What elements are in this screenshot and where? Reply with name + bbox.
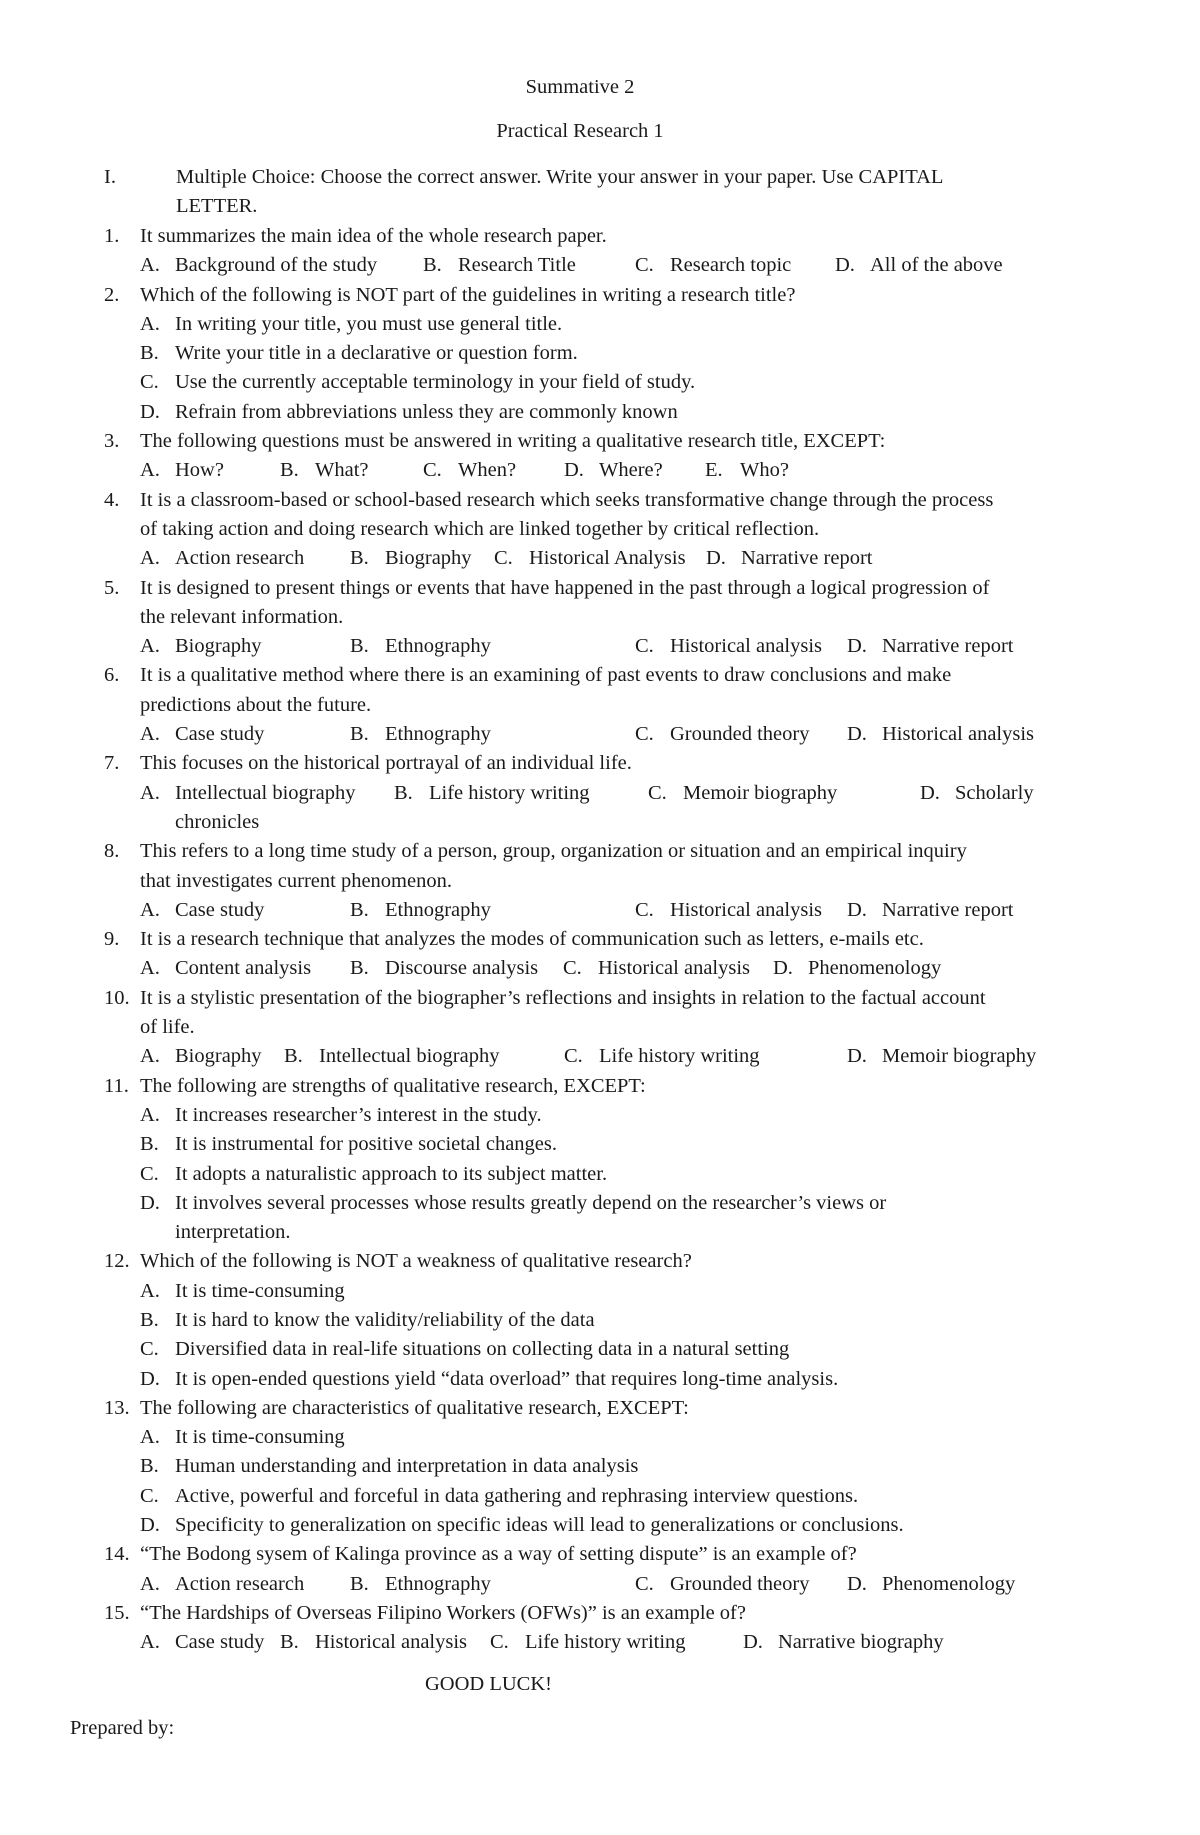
option-text: Background of the study — [175, 254, 378, 277]
option-letter: A. — [140, 723, 160, 746]
option-text: Case study — [175, 723, 265, 746]
answer-option — [140, 368, 1134, 397]
option-text: Case study — [175, 898, 265, 921]
answer-option — [847, 1042, 1067, 1071]
options-row — [140, 544, 1134, 573]
option-letter: B. — [140, 342, 159, 365]
option-text: Grounded theory — [670, 723, 810, 746]
question-list — [104, 222, 1134, 1658]
options-row — [140, 779, 1134, 808]
option-text: Historical analysis — [882, 723, 1035, 746]
option-letter: B. — [394, 781, 413, 804]
option-letter: D. — [847, 898, 867, 921]
option-text: When? — [458, 459, 517, 482]
answer-option — [635, 720, 847, 749]
answer-option — [140, 339, 1134, 368]
option-letter: D. — [743, 1631, 763, 1654]
option-letter: D. — [847, 723, 867, 746]
answer-option — [140, 1423, 1134, 1452]
option-letter: A. — [140, 781, 160, 804]
question-text: Which of the following is NOT part of the guidelines in writing a research title? — [140, 283, 796, 306]
option-letter: C. — [140, 1338, 159, 1361]
question-text: of life. — [140, 1016, 195, 1039]
option-text: Active, powerful and forceful in data gathering and rephrasing interview questions. — [175, 1484, 859, 1507]
instructions-line: Multiple Choice: Choose the correct answer. Write your answer in your paper. Use CAPITAL — [176, 166, 944, 188]
answer-option — [140, 544, 350, 573]
options-row — [140, 896, 1134, 925]
options-row — [140, 1042, 1134, 1071]
question-item — [104, 1072, 1134, 1248]
good-luck-text: GOOD LUCK! — [425, 1673, 552, 1695]
answer-option — [140, 632, 350, 661]
option-letter: C. — [648, 781, 667, 804]
option-letter: B. — [350, 898, 369, 921]
option-letter: A. — [140, 1279, 160, 1302]
option-text: All of the above — [870, 254, 1003, 277]
option-letter: D. — [564, 459, 584, 482]
answer-option — [705, 456, 825, 485]
answer-option — [140, 1511, 1134, 1540]
question-item — [104, 749, 1134, 837]
option-letter: D. — [920, 781, 940, 804]
question-body — [140, 1072, 1134, 1248]
answer-option — [423, 456, 564, 485]
question-text: The following are strengths of qualitative research, EXCEPT: — [140, 1074, 646, 1097]
option-text: Historical analysis — [598, 957, 751, 980]
question-number: 10. — [104, 986, 130, 1009]
option-letter: B. — [140, 1455, 159, 1478]
option-letter: D. — [847, 1045, 867, 1068]
option-letter: C. — [423, 459, 442, 482]
question-body — [140, 837, 1134, 925]
answer-option — [280, 1628, 490, 1657]
answer-option — [394, 779, 648, 808]
question-body — [140, 281, 1134, 427]
option-text: It is time-consuming — [175, 1426, 345, 1449]
option-letter: C. — [635, 635, 654, 658]
page-title: Summative 2 — [525, 76, 635, 98]
prepared-by-label: Prepared by: — [70, 1717, 175, 1739]
option-text: Historical analysis — [315, 1631, 468, 1654]
question-body — [140, 222, 1134, 281]
option-text: In writing your title, you must use general title. — [175, 312, 563, 335]
option-letter: A. — [140, 547, 160, 570]
question-body — [140, 1394, 1134, 1540]
answer-option — [648, 779, 920, 808]
answer-option — [350, 954, 563, 983]
answer-option — [140, 398, 1134, 427]
option-letter: A. — [140, 1045, 160, 1068]
option-letter: C. — [635, 898, 654, 921]
option-text: Life history writing — [429, 781, 590, 804]
option-letter: C. — [494, 547, 513, 570]
option-letter: C. — [635, 254, 654, 277]
option-text: Biography — [175, 1045, 262, 1068]
answer-option — [140, 1365, 1134, 1394]
answer-option — [140, 1042, 284, 1071]
options-row — [140, 954, 1134, 983]
answer-option — [635, 896, 847, 925]
question-item — [104, 1394, 1134, 1540]
question-text: of taking action and doing research which are linked together by critical reflection. — [140, 517, 820, 540]
question-body — [140, 749, 1134, 837]
question-body — [140, 984, 1134, 1072]
question-number: 14. — [104, 1543, 130, 1566]
option-letter: D. — [140, 1514, 160, 1537]
options-row — [140, 251, 1134, 280]
option-text: It is hard to know the validity/reliability of the data — [175, 1308, 595, 1331]
section-number: I. — [104, 166, 116, 188]
question-number: 4. — [104, 488, 120, 511]
answer-option — [140, 954, 350, 983]
option-text: Research topic — [670, 254, 792, 277]
option-letter: C. — [490, 1631, 509, 1654]
answer-option — [284, 1042, 564, 1071]
question-item — [104, 281, 1134, 427]
options-row — [140, 1628, 1134, 1657]
option-text: Action research — [175, 547, 305, 570]
answer-option — [350, 896, 635, 925]
options-row — [140, 1570, 1134, 1599]
option-letter: B. — [280, 1631, 299, 1654]
option-text: Narrative report — [882, 635, 1014, 658]
answer-option — [743, 1628, 963, 1657]
answer-option — [140, 1306, 1134, 1335]
question-text: It is a stylistic presentation of the biographer’s reflections and insights in relation to the factual account — [140, 986, 986, 1009]
question-body — [140, 661, 1134, 749]
option-letter: A. — [140, 898, 160, 921]
answer-option — [140, 1570, 350, 1599]
option-text: Life history writing — [599, 1045, 760, 1068]
options-row — [140, 720, 1134, 749]
option-letter: D. — [847, 1572, 867, 1595]
option-letter: B. — [350, 957, 369, 980]
question-number: 3. — [104, 430, 120, 453]
question-text: It is a classroom-based or school-based research which seeks transformative change through the process — [140, 488, 994, 511]
question-text: the relevant information. — [140, 605, 344, 628]
option-text: Phenomenology — [882, 1572, 1016, 1595]
option-text: It involves several processes whose results greatly depend on the researcher’s views or interpretation. — [175, 1191, 887, 1244]
answer-option — [350, 544, 494, 573]
answer-option — [350, 1570, 635, 1599]
question-number: 9. — [104, 928, 120, 951]
answer-option — [140, 1628, 280, 1657]
option-letter: D. — [140, 1191, 160, 1214]
option-text: Intellectual biography — [175, 781, 356, 804]
option-text: Life history writing — [525, 1631, 686, 1654]
question-item — [104, 925, 1134, 984]
option-text: Ethnography — [385, 723, 491, 746]
option-text: What? — [315, 459, 369, 482]
answer-option — [920, 779, 1070, 808]
answer-option — [706, 544, 926, 573]
answer-option — [350, 632, 635, 661]
option-letter: E. — [705, 459, 723, 482]
option-continuation: chronicles — [175, 810, 260, 833]
question-text: It is a research technique that analyzes the modes of communication such as letters, e-mails etc. — [140, 928, 924, 951]
option-text: Case study — [175, 1631, 265, 1654]
option-text: Historical analysis — [670, 898, 823, 921]
question-item — [104, 486, 1134, 574]
option-letter: A. — [140, 1426, 160, 1449]
answer-option — [140, 1160, 1134, 1189]
subject-title: Practical Research 1 — [496, 120, 664, 142]
question-text: This focuses on the historical portrayal of an individual life. — [140, 752, 632, 775]
answer-option — [773, 954, 973, 983]
question-item — [104, 1599, 1134, 1658]
option-letter: D. — [706, 547, 726, 570]
option-letter: A. — [140, 1631, 160, 1654]
option-text: Narrative report — [882, 898, 1014, 921]
question-number: 6. — [104, 664, 120, 687]
question-text: It summarizes the main idea of the whole research paper. — [140, 225, 607, 247]
option-text: How? — [175, 459, 224, 482]
answer-option — [635, 632, 847, 661]
answer-option — [140, 1277, 1134, 1306]
answer-option — [350, 720, 635, 749]
answer-option — [635, 251, 835, 280]
option-text: It is instrumental for positive societal changes. — [175, 1133, 558, 1156]
option-letter: D. — [835, 254, 855, 277]
option-text: Scholarly — [955, 781, 1034, 804]
question-body — [140, 925, 1134, 984]
option-letter: A. — [140, 957, 160, 980]
answer-option — [847, 896, 1067, 925]
option-letter: C. — [140, 371, 159, 394]
answer-option — [563, 954, 773, 983]
answer-option — [280, 456, 423, 485]
option-letter: B. — [350, 723, 369, 746]
option-text: It is open-ended questions yield “data overload” that requires long-time analysis. — [175, 1367, 839, 1390]
option-letter: C. — [563, 957, 582, 980]
option-text: Who? — [740, 459, 789, 482]
option-text: Ethnography — [385, 635, 491, 658]
question-text: The following are characteristics of qualitative research, EXCEPT: — [140, 1396, 689, 1419]
answer-option — [140, 1335, 1134, 1364]
question-body — [140, 486, 1134, 574]
option-letter: D. — [773, 957, 793, 980]
instructions-line: LETTER. — [176, 195, 258, 218]
option-text: Biography — [175, 635, 262, 658]
question-text: This refers to a long time study of a person, group, organization or situation and an empirical inquiry — [140, 840, 967, 863]
question-text: “The Hardships of Overseas Filipino Workers (OFWs)” is an example of? — [140, 1601, 746, 1624]
question-item — [104, 837, 1134, 925]
option-letter: A. — [140, 1103, 160, 1126]
question-text: Which of the following is NOT a weakness of qualitative research? — [140, 1250, 692, 1273]
question-number: 2. — [104, 283, 120, 306]
answer-option — [564, 1042, 847, 1071]
answer-option — [140, 251, 423, 280]
option-text: Refrain from abbreviations unless they are commonly known — [175, 400, 678, 423]
question-text: “The Bodong sysem of Kalinga province as a way of setting dispute” is an example of? — [140, 1543, 857, 1566]
question-number: 5. — [104, 576, 120, 599]
option-letter: A. — [140, 635, 160, 658]
option-text: Content analysis — [175, 957, 312, 980]
option-letter: B. — [280, 459, 299, 482]
question-body — [140, 1540, 1134, 1599]
question-item — [104, 1247, 1134, 1393]
question-number: 13. — [104, 1396, 130, 1419]
option-text: Grounded theory — [670, 1572, 810, 1595]
option-letter: C. — [564, 1045, 583, 1068]
question-body — [140, 427, 1134, 486]
option-letter: B. — [423, 254, 442, 277]
instructions-text — [176, 163, 1166, 222]
question-text: that investigates current phenomenon. — [140, 869, 452, 892]
answer-option — [140, 779, 394, 808]
question-body — [140, 574, 1134, 662]
option-letter: A. — [140, 1572, 160, 1595]
option-letter: B. — [140, 1308, 159, 1331]
option-text: It increases researcher’s interest in the study. — [175, 1103, 542, 1126]
option-text: Where? — [599, 459, 663, 482]
answer-option — [140, 1452, 1134, 1481]
option-text: Memoir biography — [882, 1045, 1037, 1068]
option-letter: B. — [350, 547, 369, 570]
answer-option — [140, 896, 350, 925]
answer-option — [140, 1130, 1134, 1159]
question-body — [140, 1247, 1134, 1393]
answer-option — [847, 720, 1067, 749]
option-text: Human understanding and interpretation in data analysis — [175, 1455, 639, 1478]
answer-option — [140, 1482, 1134, 1511]
answer-option — [140, 1101, 1134, 1130]
option-letter: D. — [847, 635, 867, 658]
options-row — [140, 456, 1134, 485]
answer-option — [140, 310, 1134, 339]
option-text: Use the currently acceptable terminology in your field of study. — [175, 371, 696, 394]
option-letter: B. — [140, 1133, 159, 1156]
question-number: 12. — [104, 1250, 130, 1273]
option-letter: B. — [350, 1572, 369, 1595]
option-letter: D. — [140, 1367, 160, 1390]
question-text: It is designed to present things or events that have happened in the past through a logical progression of — [140, 576, 990, 599]
question-text: predictions about the future. — [140, 693, 372, 716]
option-text: Diversified data in real-life situations on collecting data in a natural setting — [175, 1338, 790, 1361]
option-letter: C. — [635, 723, 654, 746]
option-text: It is time-consuming — [175, 1279, 345, 1302]
option-text: It adopts a naturalistic approach to its subject matter. — [175, 1162, 608, 1185]
option-text: Phenomenology — [808, 957, 942, 980]
answer-option — [494, 544, 706, 573]
option-text: Ethnography — [385, 898, 491, 921]
option-text: Biography — [385, 547, 472, 570]
answer-option — [140, 720, 350, 749]
answer-option — [835, 251, 1055, 280]
option-text: Write your title in a declarative or question form. — [175, 342, 578, 365]
question-item — [104, 661, 1134, 749]
question-item — [104, 574, 1134, 662]
option-letter: A. — [140, 459, 160, 482]
question-item — [104, 984, 1134, 1072]
option-letter: C. — [140, 1484, 159, 1507]
answer-option — [847, 632, 1067, 661]
question-text: It is a qualitative method where there is an examining of past events to draw conclusions and make — [140, 664, 952, 687]
option-letter: A. — [140, 254, 160, 277]
answer-option — [635, 1570, 847, 1599]
question-number: 7. — [104, 752, 120, 775]
option-letter: A. — [140, 312, 160, 335]
question-number: 1. — [104, 225, 120, 247]
options-row — [140, 632, 1134, 661]
question-item — [104, 222, 1134, 281]
answer-option — [847, 1570, 1067, 1599]
answer-option — [140, 1189, 1134, 1248]
answer-option — [423, 251, 635, 280]
question-number: 8. — [104, 840, 120, 863]
option-letter: C. — [140, 1162, 159, 1185]
option-text: Action research — [175, 1572, 305, 1595]
answer-option — [564, 456, 705, 485]
option-letter: C. — [635, 1572, 654, 1595]
option-text: Historical analysis — [670, 635, 823, 658]
option-text: Narrative report — [741, 547, 873, 570]
option-text: Memoir biography — [683, 781, 838, 804]
option-text: Historical Analysis — [529, 547, 686, 570]
question-body — [140, 1599, 1134, 1658]
option-text: Research Title — [458, 254, 576, 277]
option-text: Narrative biography — [778, 1631, 944, 1654]
question-text: The following questions must be answered in writing a qualitative research title, EXCEPT: — [140, 430, 886, 453]
question-item — [104, 1540, 1134, 1599]
question-item — [104, 427, 1134, 486]
question-number: 11. — [104, 1074, 129, 1097]
option-text: Intellectual biography — [319, 1045, 500, 1068]
option-text: Specificity to generalization on specific ideas will lead to generalizations or conclusions. — [175, 1514, 904, 1537]
answer-option — [140, 456, 280, 485]
option-text: Ethnography — [385, 1572, 491, 1595]
option-text: Discourse analysis — [385, 957, 539, 980]
option-letter: B. — [350, 635, 369, 658]
question-number: 15. — [104, 1601, 130, 1624]
answer-option — [490, 1628, 743, 1657]
option-letter: B. — [284, 1045, 303, 1068]
option-letter: D. — [140, 400, 160, 423]
